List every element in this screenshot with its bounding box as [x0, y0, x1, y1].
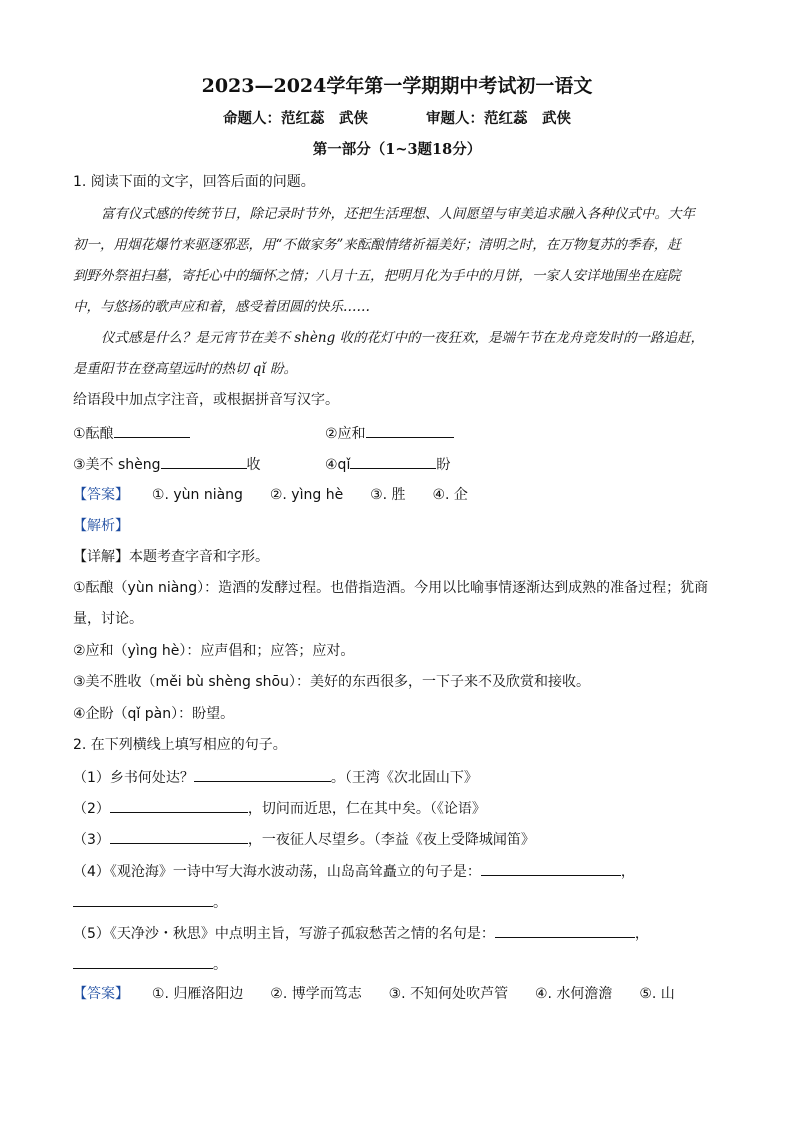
detail-line: ④企盼（qǐ pàn）：盼望。	[73, 706, 235, 722]
fill-item-label: ④qǐ	[325, 457, 351, 473]
detail-line: ③美不胜收（měi bù shèng shōu）：美好的东西很多，一下子来不及欣赏和接收。	[73, 674, 590, 690]
answer-tag: 【答案】	[73, 986, 129, 1002]
passage-line: 中，与悠扬的歌声应和着，感受着团圆的快乐……	[73, 299, 370, 315]
answer-blank[interactable]	[194, 767, 331, 782]
detail-line: ①酝酿（yùn niàng）：造酒的发酵过程。也借指造酒。今用以比喻事情逐渐达到成熟的准备过程；犹商	[73, 580, 709, 596]
answer-blank[interactable]	[481, 861, 621, 876]
fill-item-label: ②应和	[325, 426, 366, 442]
line-text: （4）《观沧海》一诗中写大海水波动荡，山岛高耸矗立的句子是：	[73, 864, 481, 880]
passage-line: 富有仪式感的传统节日，除记录时节外，还把生活理想、人间愿望与审美追求融入各种仪式中。大年	[101, 206, 695, 222]
answer-item: ③. 不知何处吹芦管	[388, 986, 509, 1002]
page-title: 2023—2024学年第一学期期中考试初一语文	[201, 75, 593, 97]
line-text: ，一夜征人尽望乡。（李益《夜上受降城闻笛》	[247, 832, 535, 848]
line-text: （1）乡书何处达？	[73, 770, 194, 786]
detail-line: 【详解】本题考查字音和字形。	[73, 549, 269, 565]
fill-item-3	[73, 454, 261, 474]
line-text: 。	[213, 957, 227, 973]
answer-blank[interactable]	[161, 454, 247, 469]
q2-line-4-cont	[73, 892, 227, 912]
line-text: ，	[620, 864, 635, 880]
answer-blank[interactable]	[110, 798, 248, 813]
passage-line: 到野外祭祖扫墓，寄托心中的缅怀之情；八月十五，把明月化为手中的月饼，一家人安详地围坐在庭院	[73, 268, 681, 284]
line-text: ，	[634, 926, 649, 942]
answer-item: ④. 水何澹澹	[534, 986, 613, 1002]
q2-line-1	[73, 767, 478, 787]
question-1-answer	[73, 486, 468, 504]
answer-blank[interactable]	[495, 923, 635, 938]
fill-item-label: ③美不 shèng	[73, 457, 161, 473]
answer-blank[interactable]	[110, 829, 248, 844]
question-1-instruction: 给语段中加点字注音，或根据拼音写汉字。	[73, 392, 339, 408]
answer-item: ④. 企	[432, 487, 468, 503]
detail-line: 量，讨论。	[73, 611, 143, 627]
q2-line-5-cont	[73, 954, 227, 974]
line-text: 。	[213, 895, 227, 911]
q2-line-5	[73, 923, 649, 943]
fill-item-label: ①酝酿	[73, 426, 114, 442]
q2-line-2	[73, 798, 486, 818]
answer-blank[interactable]	[73, 954, 213, 969]
detail-line: ②应和（yìng hè）：应声倡和；应答；应对。	[73, 643, 355, 659]
q2-line-3	[73, 829, 535, 849]
answer-blank[interactable]	[366, 423, 454, 438]
fill-item-suffix: 盼	[436, 457, 451, 473]
question-1-prompt: 1. 阅读下面的文字，回答后面的问题。	[73, 174, 315, 190]
passage-line: 初一，用烟花爆竹来驱逐邪恶，用“不做家务”来酝酿情绪祈福美好；清明之时，在万物复苏的季春，赶	[73, 237, 681, 253]
fill-item-1	[73, 423, 190, 443]
question-2-answer	[73, 985, 675, 1003]
line-text: （3）	[73, 832, 110, 848]
line-text: ，切问而近思，仁在其中矣。（《论语》	[247, 801, 486, 817]
answer-item: ③. 胜	[370, 487, 406, 503]
line-text: 。（王湾《次北固山下》	[330, 770, 478, 786]
answer-blank[interactable]	[350, 454, 436, 469]
answer-item: ⑤. 山	[639, 986, 675, 1002]
fill-item-2	[325, 423, 454, 443]
authors-line: 命题人：范红蕊 武侠 审题人：范红蕊 武侠	[223, 110, 571, 127]
answer-blank[interactable]	[114, 423, 190, 438]
answer-item: ②. yìng hè	[269, 487, 344, 503]
fill-item-suffix: 收	[246, 457, 261, 473]
line-text: （5）《天净沙・秋思》中点明主旨，写游子孤寂愁苦之情的名句是：	[73, 926, 495, 942]
passage-line: 仪式感是什么？是元宵节在美不 shèng 收的花灯中的一夜狂欢，是端午节在龙舟竞发时的一路追赶，	[101, 330, 705, 346]
answer-tag: 【答案】	[73, 487, 129, 503]
question-2-prompt: 2. 在下列横线上填写相应的句子。	[73, 737, 287, 753]
answer-blank[interactable]	[73, 892, 213, 907]
analysis-tag: 【解析】	[73, 518, 129, 534]
passage-line: 是重阳节在登高望远时的热切 qǐ 盼。	[73, 361, 298, 377]
section-heading: 第一部分（1~3题18分）	[312, 141, 482, 158]
fill-item-4	[325, 454, 450, 474]
answer-item: ①. yùn niàng	[151, 487, 243, 503]
q2-line-4	[73, 861, 635, 881]
line-text: （2）	[73, 801, 110, 817]
answer-item: ②. 博学而笃志	[270, 986, 362, 1002]
answer-item: ①. 归雁洛阳边	[151, 986, 244, 1002]
